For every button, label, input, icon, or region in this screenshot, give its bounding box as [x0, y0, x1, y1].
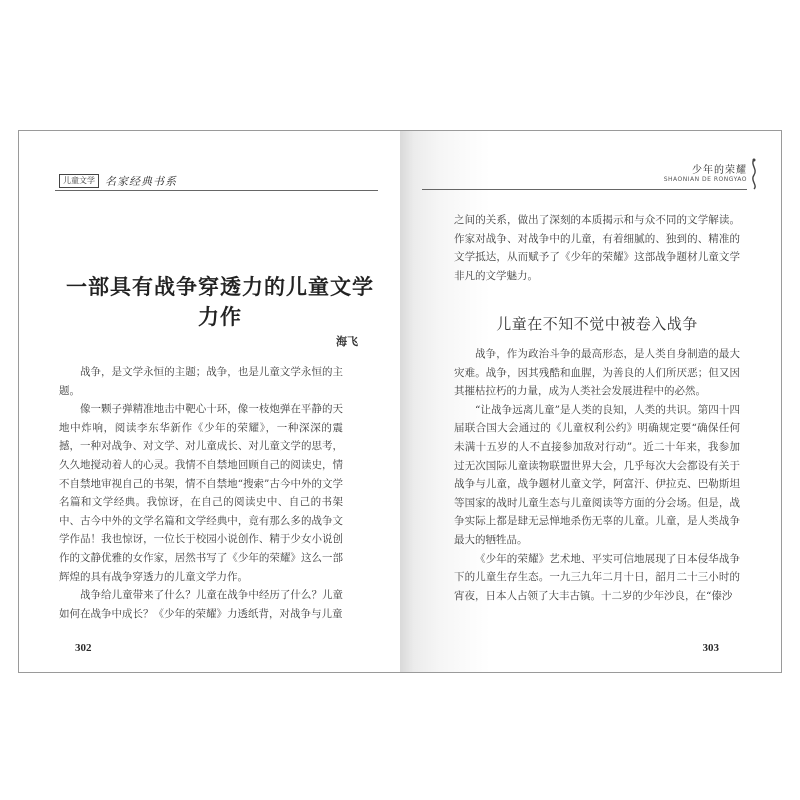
- article-title: 一部具有战争穿透力的儿童文学力作: [66, 274, 374, 329]
- series-box-label: 儿童文学: [59, 174, 99, 188]
- open-book-spread: [18, 130, 782, 673]
- right-page: [400, 131, 781, 672]
- running-header-left: [59, 173, 177, 189]
- article-author: 海飞: [336, 335, 358, 348]
- paragraph: 之间的关系，做出了深刻的本质揭示和与众不同的文学解读。作家对战争、对战争中的儿童，有着细腻的、独到的、精准的文学抵达，从而赋予了《少年的荣耀》这部战争题材儿童文学非凡的文学魅力。: [454, 214, 740, 282]
- header-rule-left: [55, 190, 378, 191]
- left-page: [19, 131, 400, 672]
- paragraph: “让战争远离儿童”是人类的良知，人类的共识。第四十四届联合国大会通过的《儿童权利公约》明确规定要“确保任何未满十五岁的人不直接参加敌对行动”。近二十年来，我参加过无次国际儿童读物联盟世界大会，几乎每次大会都设有关于战争与儿童，战争题材儿童文学，阿富汗、伊拉克、巴勒斯坦等国家的战时儿童生态与儿童阅读等方面的分会场。但是，战争实际上都是肆无忌惮地杀伤无辜的儿童。儿童，是人类战争最大的牺牲品。: [454, 403, 740, 546]
- paragraph: 像一颗子弹精准地击中靶心十环，像一枝炮弹在平静的天地中炸响，阅读李东华新作《少年的荣耀》，一种深深的震撼，一种对战争、对文学、对儿童成长、对儿童文学的思考，久久地搅动着人的心灵。我情不自禁地回顾自己的阅读史，情不自禁地审视自己的书架，情不自禁地“搜索”古今中外的文学名篇和文学经典。我惊讶，在自己的阅读史中、自己的书架中、古今中外的文学名篇和文学经典中，竟有那么多的战争文学作品！我也惊讶，一位长于校园小说创作、精于少女小说创作的文静优雅的女作家，居然书写了《少年的荣耀》这么一部辉煌的具有战争穿透力的儿童文学力作。: [59, 403, 343, 583]
- section-title: 儿童在不知不觉中被卷入战争: [496, 315, 698, 333]
- right-intro-text: [454, 211, 740, 285]
- left-body-text: [59, 363, 343, 623]
- right-body-text: [454, 345, 740, 605]
- header-rule-right: [422, 189, 747, 190]
- page-number-right: 303: [702, 642, 719, 654]
- header-pinyin: SHAONIAN DE RONGYAO: [663, 176, 747, 183]
- paragraph: 《少年的荣耀》艺术地、平实可信地展现了日本侵华战争下的儿童生存生态。一九三九年二月十日，韶月二十三小时的宵夜，日本人占领了大丰古镇。十二岁的少年沙良，在“傣沙: [454, 552, 740, 602]
- header-book-title: 少年的荣耀: [692, 165, 747, 176]
- paragraph: 战争，作为政治斗争的最高形态，是人类自身制造的最大灾难。战争，因其残酷和血腥，为善良的人们所厌恶；但又因其摧枯拉朽的力量，成为人类社会发展进程中的必然。: [454, 348, 740, 398]
- paragraph: 战争，是文学永恒的主题；战争，也是儿童文学永恒的主题。: [59, 366, 343, 397]
- running-header-right: [664, 161, 747, 183]
- series-name: 名家经典书系: [105, 175, 177, 188]
- ornament-icon: [749, 157, 759, 191]
- paragraph: 战争给儿童带来了什么？儿童在战争中经历了什么？儿童如何在战争中成长？《少年的荣耀》力透纸背，对战争与儿童: [59, 589, 343, 620]
- page-number-left: 302: [75, 642, 92, 654]
